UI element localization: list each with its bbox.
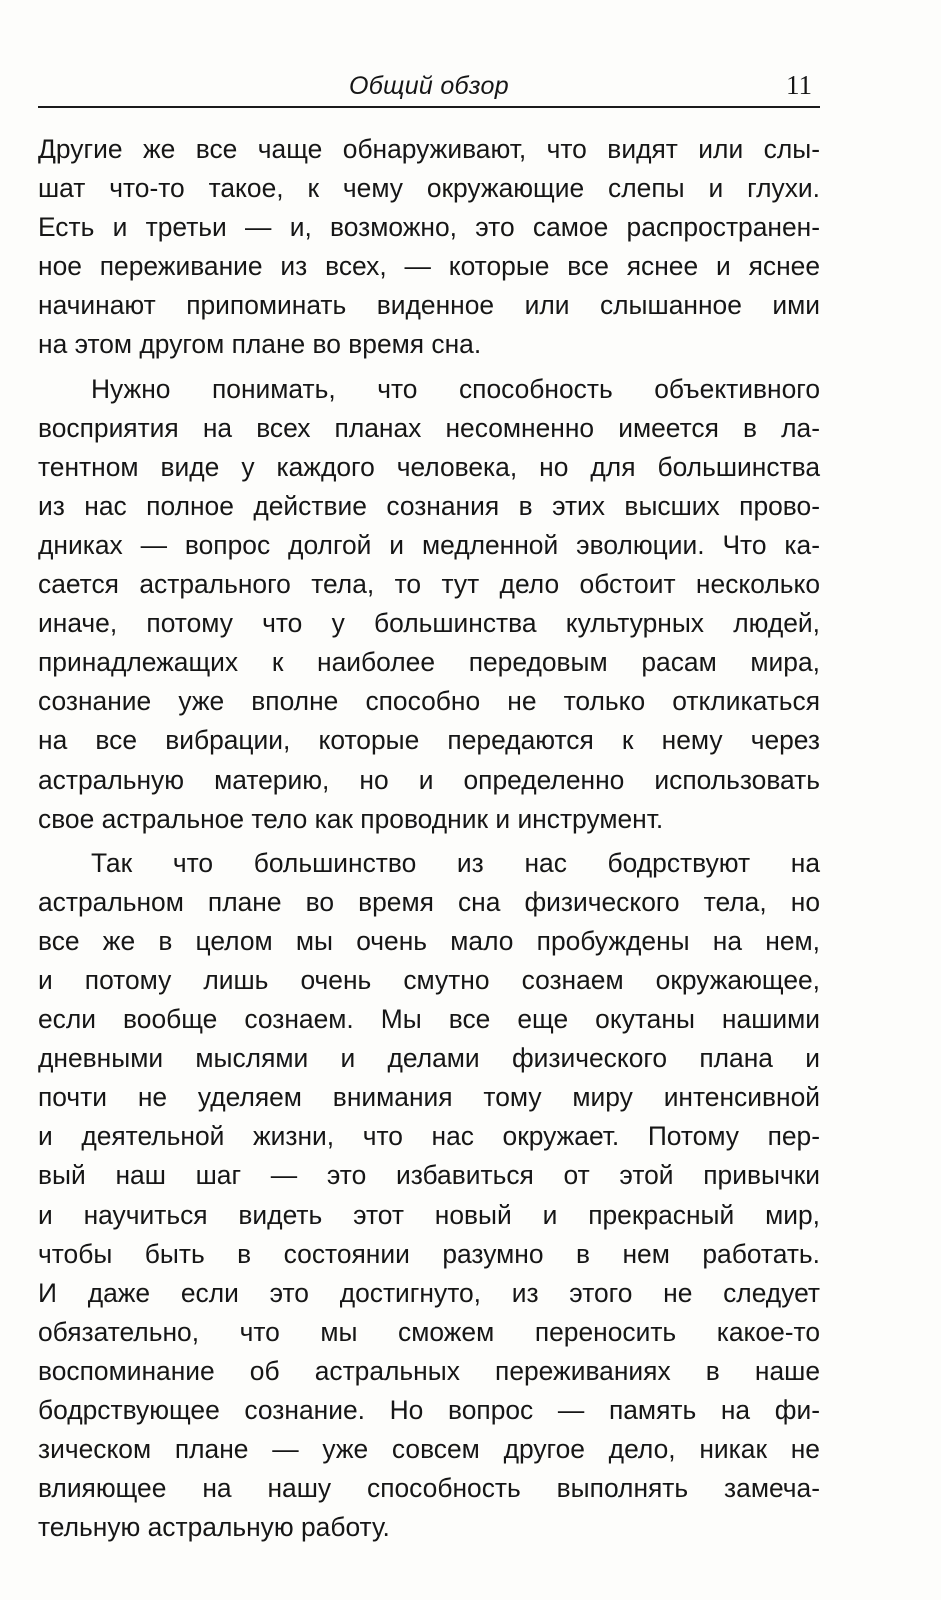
book-page <box>38 60 820 1552</box>
text-line: воспоминание об астральных переживаниях в наше <box>38 1355 820 1386</box>
text-line: принадлежащих к наиболее передовым расам мира, <box>38 647 820 678</box>
text-line: тельную астральную работу. <box>38 1512 390 1543</box>
paragraph <box>38 370 820 839</box>
running-title: Общий обзор <box>349 72 509 100</box>
text-line: и потому лишь очень смутно сознаем окружающее, <box>38 964 820 995</box>
text-line: обязательно, что мы сможем переносить какое-то <box>38 1316 820 1347</box>
text-line: почти не уделяем внимания тому миру интенсивной <box>38 1082 820 1113</box>
text-line: все же в целом мы очень мало пробуждены на нем, <box>38 925 820 956</box>
page-number: 11 <box>786 70 812 100</box>
text-line: восприятия на всех планах несомненно имеется в ла- <box>38 412 820 443</box>
text-line: на этом другом плане во время сна. <box>38 329 482 360</box>
text-line: Так что большинство из нас бодрствуют на <box>91 847 820 878</box>
text-line: Нужно понимать, что способность объективного <box>91 373 820 404</box>
paragraph <box>38 130 820 365</box>
running-head <box>38 60 820 108</box>
text-line: влияющее на нашу способность выполнять замеча- <box>38 1473 820 1504</box>
text-line: и научиться видеть этот новый и прекрасный мир, <box>38 1199 820 1230</box>
text-line: астральном плане во время сна физического тела, но <box>38 886 820 917</box>
text-line: Другие же все чаще обнаруживают, что видят или слы- <box>38 134 820 164</box>
text-line: тентном виде у каждого человека, но для большинства <box>38 451 820 482</box>
text-line: шат что-то такое, к чему окружающие слепы и глухи. <box>38 173 820 204</box>
text-line: на все вибрации, которые передаются к нему через <box>38 725 820 756</box>
paragraph <box>38 844 820 1548</box>
text-line: сознание уже вполне способно не только откликаться <box>38 686 820 717</box>
text-line: чтобы быть в состоянии разумно в нем работать. <box>38 1238 820 1269</box>
text-line: свое астральное тело как проводник и инструмент. <box>38 803 664 834</box>
text-line: Есть и третьи — и, возможно, это самое распространен- <box>38 212 820 243</box>
text-line: начинают припоминать виденное или слышанное ими <box>38 290 820 321</box>
text-line: сается астрального тела, то тут дело обстоит несколько <box>38 569 820 600</box>
text-line: астральную материю, но и определенно использовать <box>38 764 820 795</box>
text-line: дниках — вопрос долгой и медленной эволюции. Что ка- <box>38 529 820 560</box>
text-line: дневными мыслями и делами физического плана и <box>38 1043 820 1074</box>
text-line: если вообще сознаем. Мы все еще окутаны нашими <box>38 1004 820 1035</box>
text-line: ное переживание из всех, — которые все яснее и яснее <box>38 251 820 282</box>
text-line: вый наш шаг — это избавиться от этой привычки <box>38 1160 820 1191</box>
text-line: и деятельной жизни, что нас окружает. Потому пер- <box>38 1121 820 1152</box>
text-line: зическом плане — уже совсем другое дело, никак не <box>38 1434 820 1465</box>
text-line: иначе, потому что у большинства культурных людей, <box>38 608 820 639</box>
body-text <box>38 130 820 1547</box>
text-line: бодрствующее сознание. Но вопрос — память на фи- <box>38 1395 820 1425</box>
text-line: из нас полное действие сознания в этих высших прово- <box>38 490 820 521</box>
text-line: И даже если это достигнуто, из этого не следует <box>38 1277 820 1308</box>
